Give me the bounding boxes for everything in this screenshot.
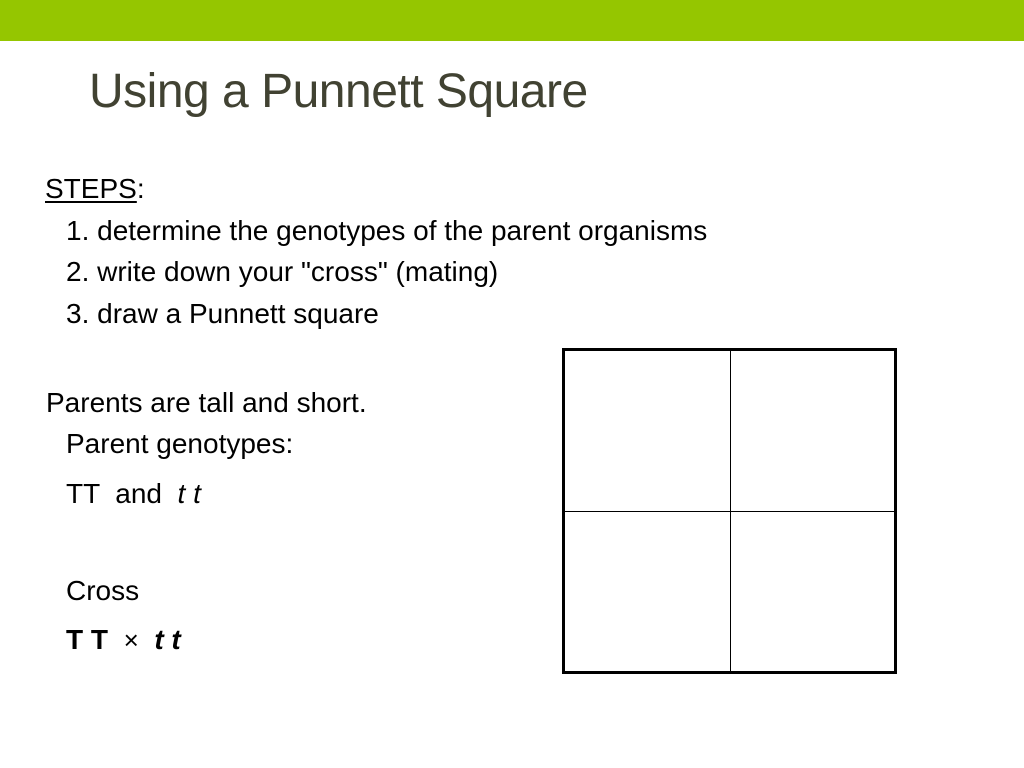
cross-right-genotype: t t	[154, 624, 181, 655]
punnett-cell	[731, 351, 894, 512]
genotype-short: t t	[177, 478, 201, 509]
steps-heading-colon: :	[136, 173, 145, 204]
and-word: and	[115, 478, 162, 509]
step-item: 1. determine the genotypes of the parent organisms	[66, 214, 708, 246]
steps-heading	[45, 168, 707, 210]
genotype-tall: TT	[66, 478, 100, 509]
steps-section	[45, 168, 707, 334]
step-item: 2. write down your "cross" (mating)	[66, 256, 499, 287]
cross-left-genotype: T T	[66, 624, 108, 655]
steps-list	[45, 210, 707, 335]
cross-line	[66, 620, 181, 660]
cross-label: Cross	[66, 575, 140, 606]
cross-times-symbol: ×	[123, 625, 139, 655]
punnett-cell	[731, 512, 894, 671]
punnett-square	[562, 348, 897, 674]
parents-description: Parents are tall and short.	[46, 387, 367, 418]
accent-bar	[0, 0, 1024, 41]
parent-genotypes-label: Parent genotypes:	[66, 428, 294, 459]
slide-title: Using a Punnett Square	[89, 65, 588, 118]
parent-genotypes-line	[66, 474, 201, 514]
steps-heading-label: STEPS	[45, 173, 137, 204]
punnett-cell	[565, 512, 731, 671]
step-item: 3. draw a Punnett square	[66, 297, 379, 329]
punnett-cell	[565, 351, 731, 512]
